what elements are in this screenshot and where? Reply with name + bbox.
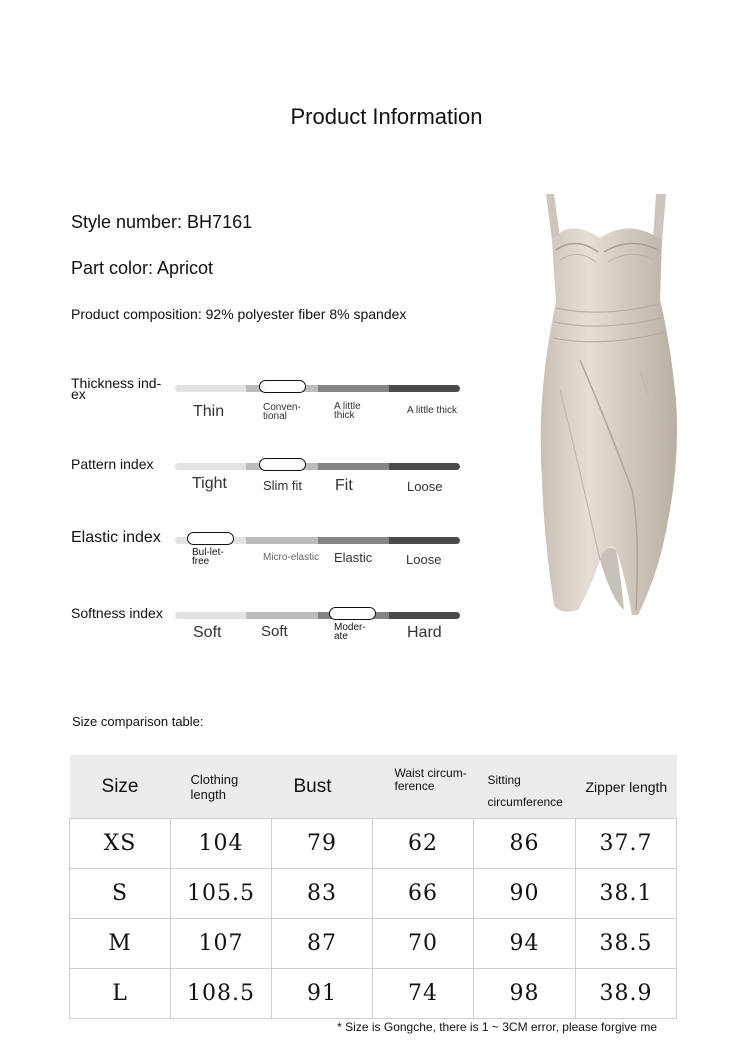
size-cell: S xyxy=(70,869,171,919)
softness-option-2: Soft xyxy=(261,623,288,640)
clothing-length-cell: 108.5 xyxy=(171,969,272,1019)
waist-cell: 74 xyxy=(373,969,474,1019)
size-table-caption: Size comparison table: xyxy=(72,714,204,729)
sitting-cell: 98 xyxy=(474,969,576,1019)
size-cell: M xyxy=(70,919,171,969)
softness-scale-bar xyxy=(175,612,460,619)
bust-cell: 83 xyxy=(272,869,373,919)
pattern-option-3: Fit xyxy=(335,477,353,494)
header-size: Size xyxy=(70,755,171,819)
size-cell: L xyxy=(70,969,171,1019)
pattern-option-1: Tight xyxy=(192,475,227,492)
waist-cell: 62 xyxy=(373,819,474,869)
elastic-option-2: Micro-elastic xyxy=(263,552,320,563)
softness-option-3: Moder-ate xyxy=(334,622,366,642)
clothing-length-cell: 107 xyxy=(171,919,272,969)
style-number: Style number: BH7161 xyxy=(71,212,253,232)
part-color: Part color: Apricot xyxy=(71,258,214,278)
elastic-option-4: Loose xyxy=(406,552,442,567)
header-bust: Bust xyxy=(272,755,373,819)
sitting-cell: 86 xyxy=(474,819,576,869)
thickness-index xyxy=(71,375,471,448)
pattern-option-4: Loose xyxy=(407,479,443,494)
thickness-option-2: Conven-tional xyxy=(263,402,301,422)
thickness-index-label: Thickness ind-ex xyxy=(71,375,162,402)
zipper-cell: 38.5 xyxy=(576,919,677,969)
elastic-option-3: Elastic xyxy=(334,550,373,565)
pattern-scale-bar xyxy=(175,463,460,470)
header-clothing-length: Clothing length xyxy=(171,755,272,819)
zipper-cell: 38.1 xyxy=(576,869,677,919)
elastic-selected-marker xyxy=(187,532,234,545)
clothing-length-cell: 105.5 xyxy=(171,869,272,919)
size-table-header-row xyxy=(70,755,677,819)
elastic-option-1: Bul-let-free xyxy=(192,547,224,567)
elastic-index xyxy=(71,530,471,600)
softness-selected-marker xyxy=(329,607,376,620)
bust-cell: 91 xyxy=(272,969,373,1019)
thickness-selected-marker xyxy=(259,380,306,393)
thickness-option-1: Thin xyxy=(193,403,225,420)
zipper-cell: 38.9 xyxy=(576,969,677,1019)
table-row xyxy=(70,819,677,869)
zipper-cell: 37.7 xyxy=(576,819,677,869)
table-row xyxy=(70,869,677,919)
table-row xyxy=(70,919,677,969)
waist-cell: 66 xyxy=(373,869,474,919)
size-note: * Size is Gongche, there is 1 ~ 3CM error, please forgive me xyxy=(337,1020,657,1034)
dress-image xyxy=(520,190,690,620)
header-zipper-length: Zipper length xyxy=(576,755,677,819)
thickness-scale-bar xyxy=(175,385,460,392)
size-comparison-table xyxy=(69,755,677,1019)
bust-cell: 87 xyxy=(272,919,373,969)
thickness-option-3: A little thick xyxy=(334,401,361,421)
pattern-selected-marker xyxy=(259,458,306,471)
page-title: Product Information xyxy=(290,104,483,129)
header-waist-circumference: Waist circum-ference xyxy=(373,755,474,819)
softness-index-label: Softness index xyxy=(71,605,163,621)
sitting-cell: 94 xyxy=(474,919,576,969)
header-sitting-circumference: Sitting circumference xyxy=(474,755,576,819)
size-cell: XS xyxy=(70,819,171,869)
softness-option-4: Hard xyxy=(407,624,442,641)
pattern-option-2: Slim fit xyxy=(263,478,302,493)
elastic-index-label: Elastic index xyxy=(71,529,161,546)
sitting-cell: 90 xyxy=(474,869,576,919)
softness-index xyxy=(71,605,471,675)
table-row xyxy=(70,969,677,1019)
thickness-option-4: A little thick xyxy=(407,405,458,416)
clothing-length-cell: 104 xyxy=(171,819,272,869)
softness-option-1: Soft xyxy=(193,624,222,641)
pattern-index xyxy=(71,456,471,526)
bust-cell: 79 xyxy=(272,819,373,869)
waist-cell: 70 xyxy=(373,919,474,969)
product-composition: Product composition: 92% polyester fiber 8% spandex xyxy=(71,306,407,322)
pattern-index-label: Pattern index xyxy=(71,456,154,472)
